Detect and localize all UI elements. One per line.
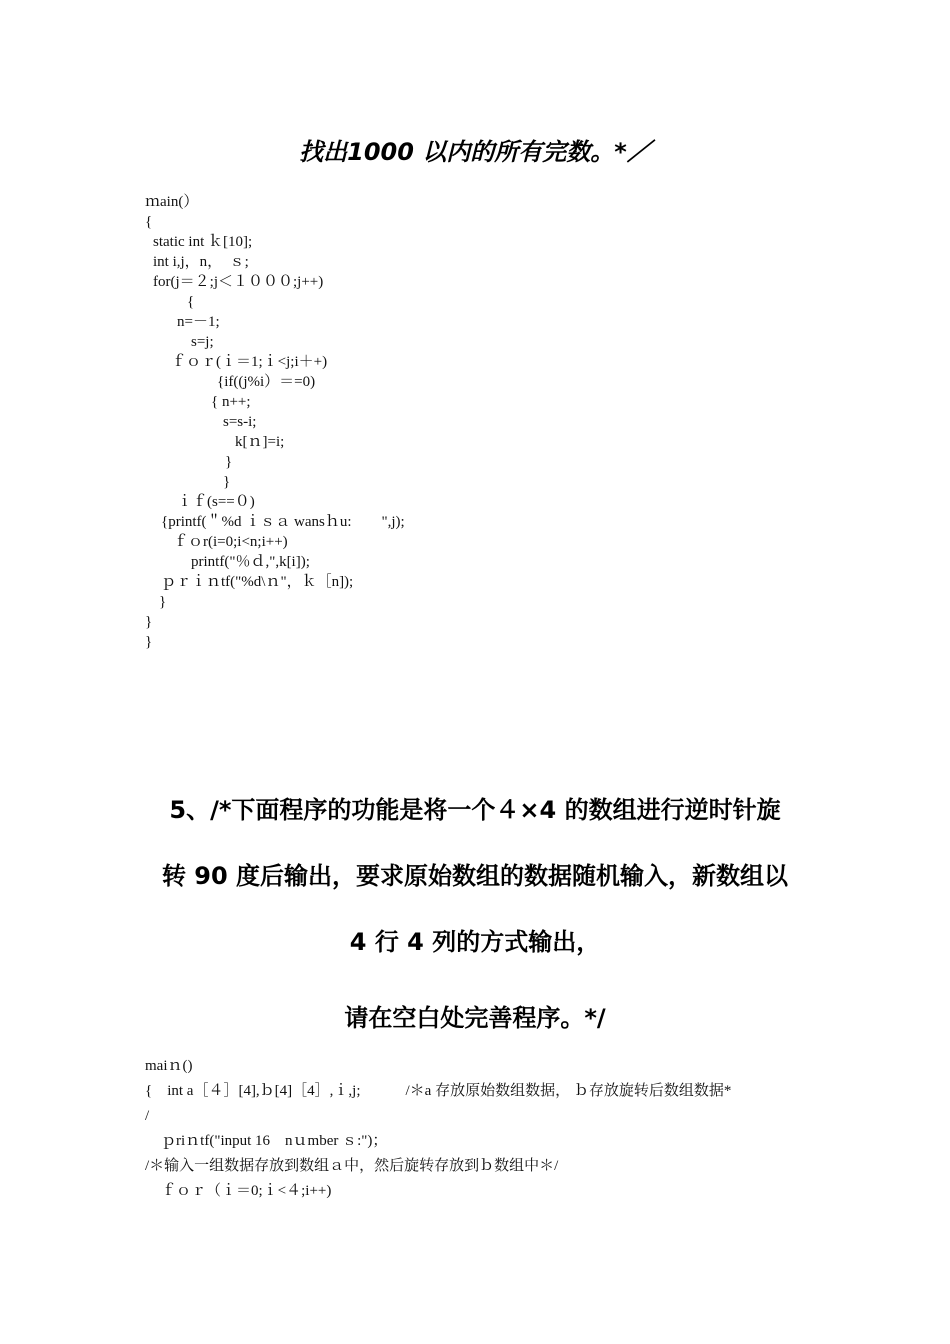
code-line: {	[187, 294, 195, 310]
section-heading-line: 转 90 度后输出，要求原始数组的数据随机输入，新数组以	[161, 862, 789, 890]
code-line: int i,j，n， ｓ;	[153, 254, 249, 270]
code-line: n=－1;	[177, 314, 220, 330]
code-line: }	[223, 474, 231, 490]
section-heading-line: 5、/*下面程序的功能是将一个４×4 的数组进行逆时针旋	[169, 796, 781, 824]
code-line: maiｎ()	[145, 1058, 193, 1074]
code-block-perfect-numbers	[145, 192, 405, 652]
code-line: /＊输入一组数据存放到数组ａ中，然后旋转存放到ｂ数组中＊/	[145, 1158, 559, 1174]
code-line: }	[159, 594, 167, 610]
code-line: /	[145, 1108, 150, 1124]
code-line: {	[145, 214, 153, 230]
code-line: { n++;	[211, 394, 251, 410]
code-line: ｆｏｒ(ｉ＝1;ｉ<j;i＋+)	[171, 354, 328, 370]
code-line: {printf(＂%d ｉｓａ wansｈu: ",j);	[161, 514, 405, 530]
code-line: k[ｎ]=i;	[235, 434, 285, 450]
section-heading-perfect-numbers: 找出1000 以内的所有完数。*／	[299, 138, 651, 166]
section-heading-line: 请在空白处完善程序。*/	[344, 1004, 606, 1032]
code-line: }	[225, 454, 233, 470]
code-line: { int a［４］[4],ｂ[4]［4］,ｉ,j; /＊a 存放原始数组数据， ｂ存放旋转后数组数据*	[145, 1083, 732, 1099]
code-line: ｆｏr(i=0;i<n;i++)	[173, 534, 288, 550]
code-line: }	[145, 634, 153, 650]
code-line: ｉｆ(s==０)	[177, 494, 255, 510]
code-line: ｐｒｉｎtf("%d\ｎ"，ｋ［n]);	[161, 574, 354, 590]
code-line: static int ｋ[10];	[153, 234, 253, 250]
code-line: ｆｏｒ（ｉ＝0;ｉ<４;i++)	[161, 1183, 332, 1199]
code-line: s=s-i;	[223, 414, 257, 430]
code-line: {if((j%i）＝=0)	[217, 374, 316, 390]
code-line: ｍain(）	[145, 194, 199, 210]
section-heading-line: 4 行 4 列的方式输出，	[349, 928, 601, 956]
code-line: }	[145, 614, 153, 630]
code-line: for(j＝２;j＜１０００;j++)	[153, 274, 324, 290]
code-line: s=j;	[191, 334, 214, 350]
code-line: ｐriｎtf("input 16 nｕmber ｓ:")；	[161, 1133, 388, 1149]
code-line: printf("％ｄ,",k[i]);	[191, 554, 310, 570]
code-block-rotate-array	[145, 1054, 731, 1204]
